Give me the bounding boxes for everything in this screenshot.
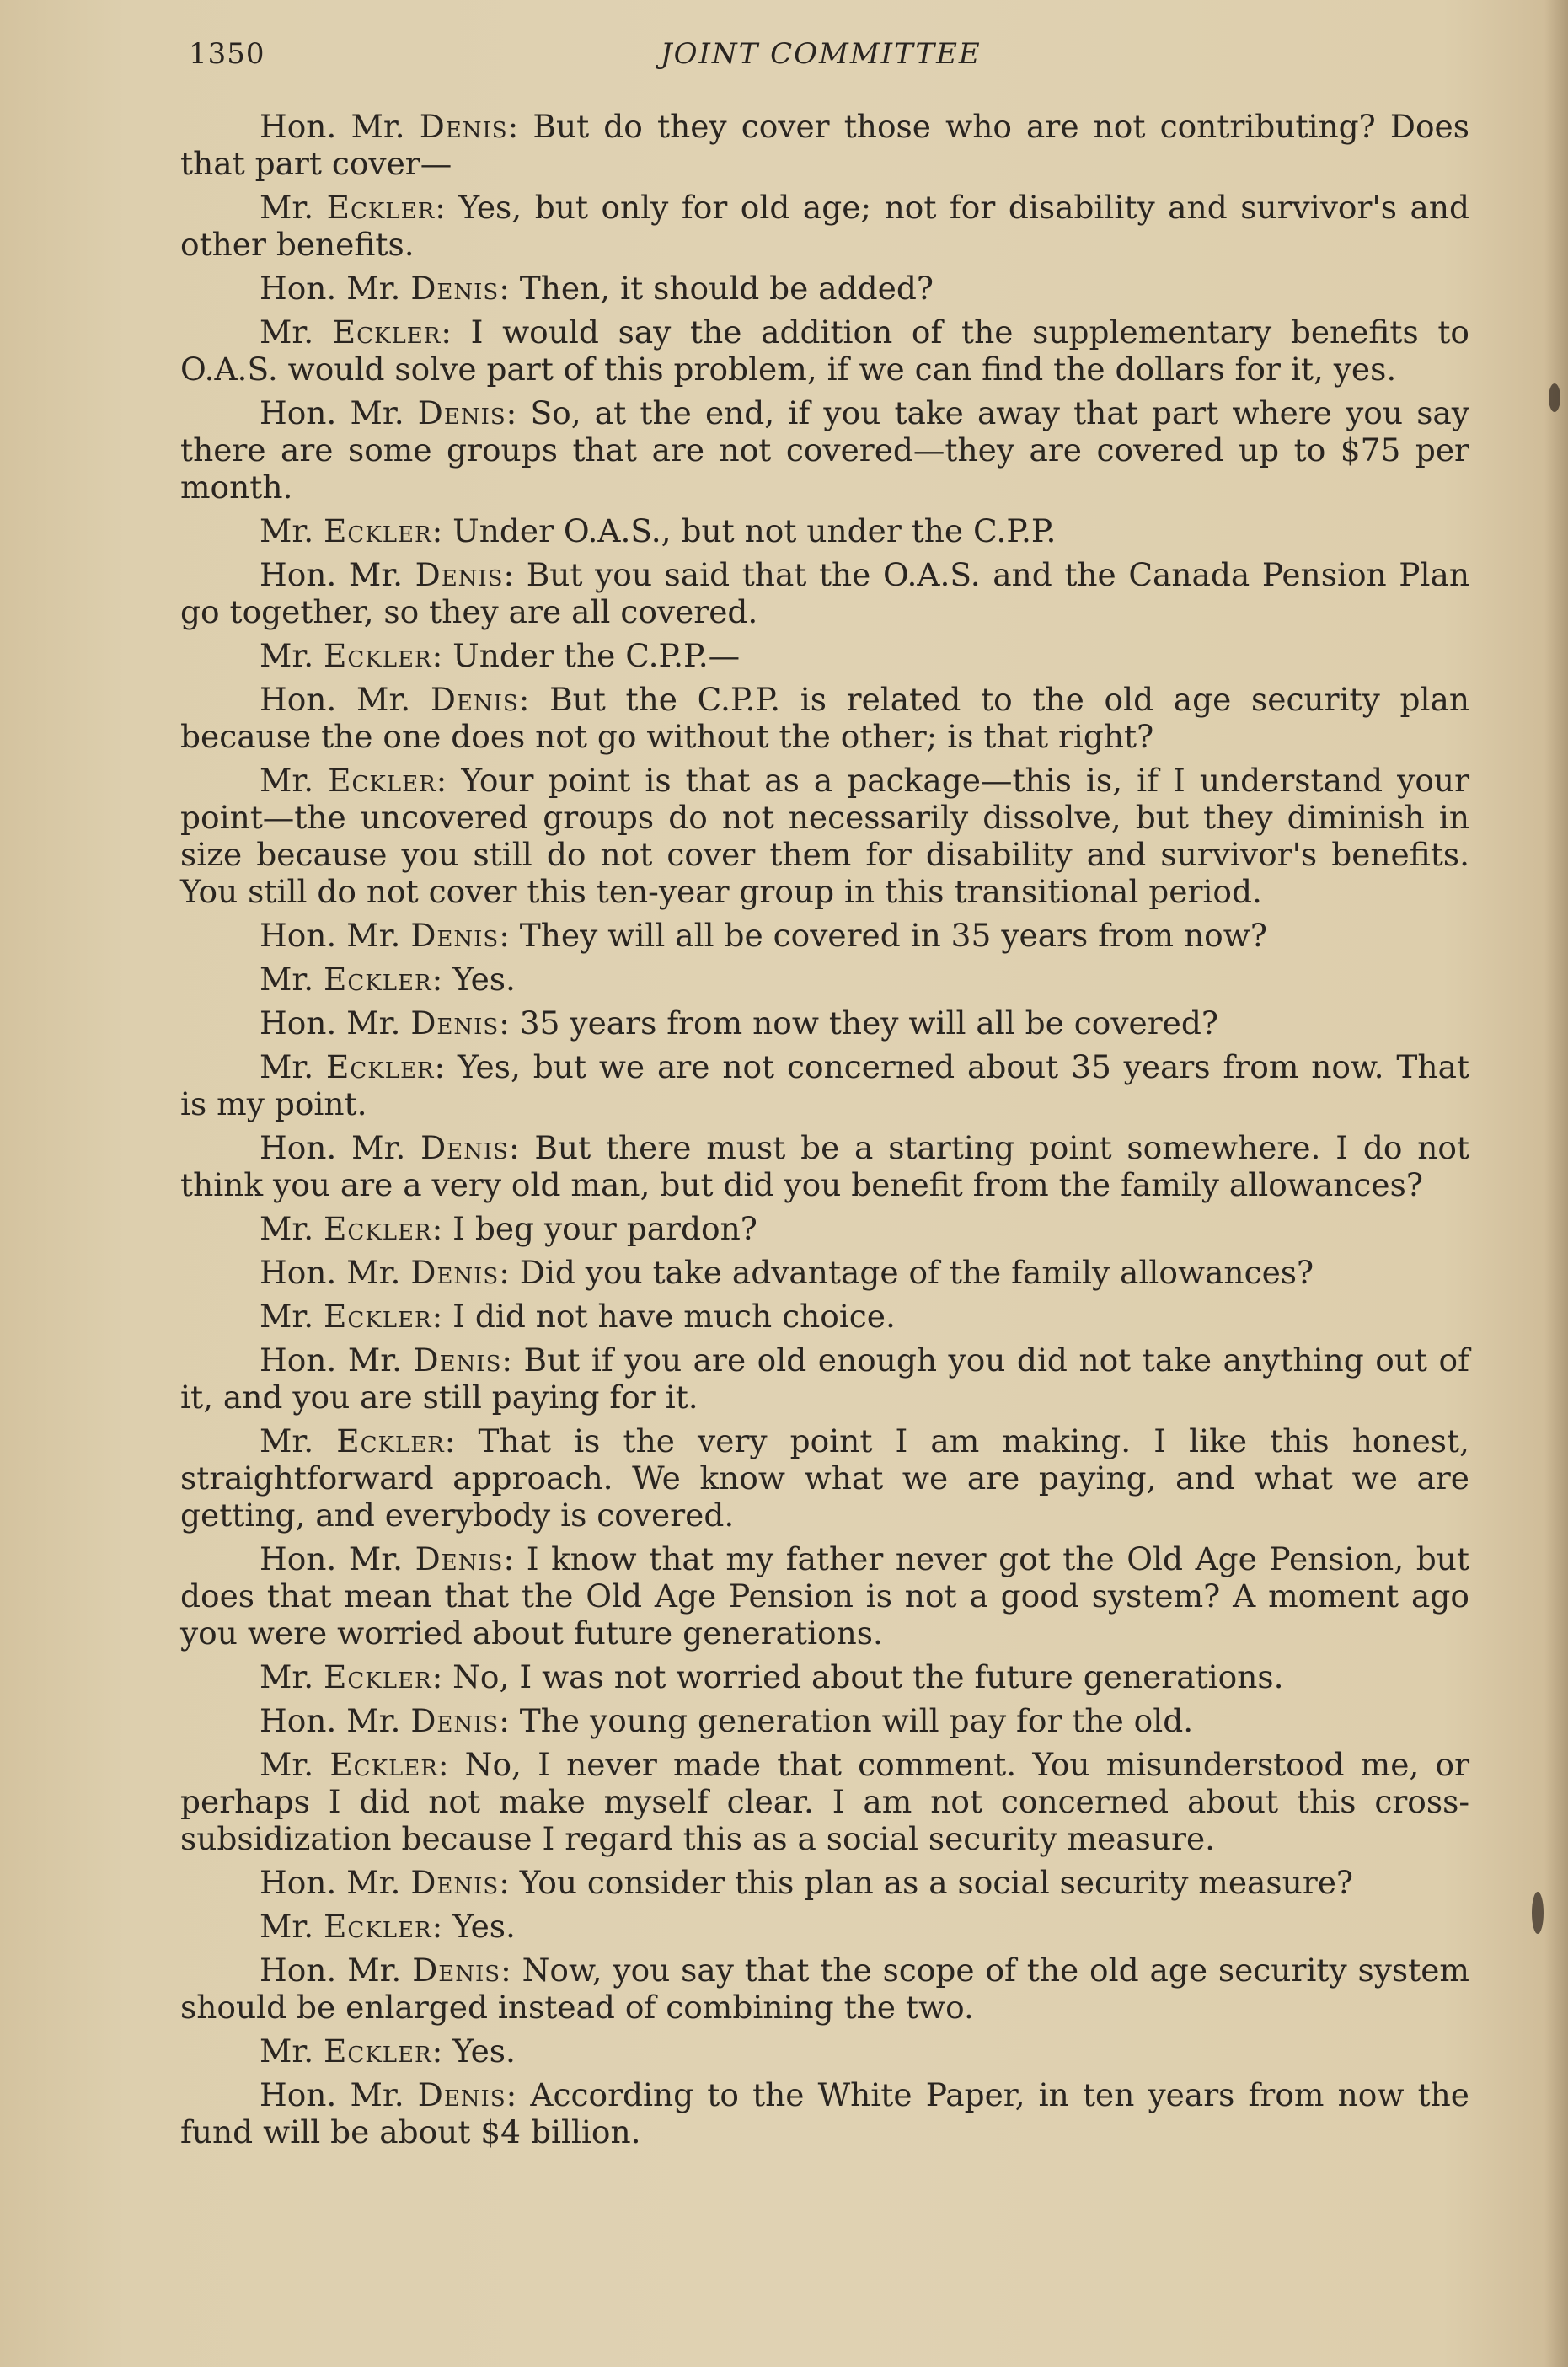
speaker-name: Denis (413, 1341, 502, 1379)
dialogue-paragraph (180, 1048, 1469, 1122)
dialogue-paragraph (180, 1908, 1469, 1945)
speech-text: : Yes, but we are not concerned about 35 years from now. That is my point. (180, 1048, 1470, 1122)
speaker-title: Hon. Mr. (260, 1004, 411, 1042)
speech-text: : Yes. (431, 2032, 516, 2070)
speaker-title: Mr. (260, 1658, 324, 1695)
speech-text: : But you said that the O.A.S. and the Canada Pension Plan go together, so they are all covered. (180, 556, 1469, 630)
speech-text: : But there must be a starting point somewhere. I do not think you are a very old man, but did you benefit from the family allowances? (180, 1129, 1469, 1203)
dialogue-paragraph (180, 1658, 1469, 1695)
speech-text: : The young generation will pay for the old. (499, 1702, 1194, 1739)
speech-text: : No, I was not worried about the future generations. (431, 1658, 1284, 1695)
speech-text: : But do they cover those who are not contributing? Does that part cover— (180, 108, 1469, 182)
dialogue-paragraph (180, 1422, 1469, 1534)
dialogue-paragraph (180, 1341, 1469, 1416)
speaker-title: Hon. Mr. (260, 1341, 414, 1379)
transcript-body (180, 108, 1469, 2157)
speaker-name: Denis (410, 1864, 500, 1901)
speech-text: : I beg your pardon? (431, 1210, 757, 1247)
speaker-name: Denis (420, 1129, 509, 1166)
speech-text: : Under the C.P.P.— (431, 637, 741, 674)
dialogue-paragraph (180, 637, 1469, 674)
speaker-title: Mr. (260, 1298, 324, 1335)
speaker-title: Hon. Mr. (260, 1129, 421, 1166)
dialogue-paragraph (180, 512, 1469, 549)
speaker-title: Mr. (260, 1746, 330, 1783)
speaker-title: Mr. (260, 1422, 337, 1459)
speaker-title: Mr. (260, 2032, 324, 2070)
speaker-name: Eckler (332, 313, 442, 351)
speaker-name: Denis (419, 108, 508, 145)
speech-text: : They will all be covered in 35 years from now? (499, 917, 1267, 954)
speaker-name: Denis (410, 1004, 500, 1042)
speech-text: : But the C.P.P. is related to the old age security plan because the one does not go without the other; is that right? (180, 681, 1469, 755)
speech-text: : Did you take advantage of the family allowances? (499, 1254, 1314, 1291)
page-number: 1350 (189, 37, 265, 71)
speaker-name: Denis (410, 1702, 500, 1739)
speaker-title: Mr. (260, 512, 324, 549)
dialogue-paragraph (180, 2076, 1469, 2150)
binding-mark (1549, 383, 1560, 412)
speech-text: : I did not have much choice. (431, 1298, 896, 1335)
speech-text: : Yes, but only for old age; not for disability and survivor's and other benefits. (180, 189, 1469, 263)
speaker-name: Denis (412, 1952, 501, 1989)
speaker-name: Eckler (324, 637, 432, 674)
dialogue-paragraph (180, 917, 1469, 954)
speaker-title: Hon. Mr. (260, 1702, 411, 1739)
binding-mark (1532, 1892, 1544, 1934)
dialogue-paragraph (180, 1129, 1469, 1203)
speech-text: : But if you are old enough you did not take anything out of it, and you are still paying for it. (180, 1341, 1469, 1416)
speaker-title: Hon. Mr. (260, 556, 415, 593)
speech-text: : So, at the end, if you take away that part where you say there are some groups that are not covered—they are covered up to $75 per month. (180, 394, 1469, 506)
dialogue-paragraph (180, 681, 1469, 755)
speaker-name: Eckler (326, 1048, 435, 1085)
speaker-name: Denis (410, 917, 500, 954)
page-edge-shadow (1544, 0, 1568, 2367)
dialogue-paragraph (180, 1004, 1469, 1042)
speaker-name: Eckler (324, 1210, 432, 1247)
dialogue-paragraph (180, 394, 1469, 506)
dialogue-paragraph (180, 189, 1469, 263)
speech-text: : Yes. (431, 961, 516, 998)
dialogue-paragraph (180, 1298, 1469, 1335)
dialogue-paragraph (180, 1952, 1469, 2026)
speech-text: : I would say the addition of the supplementary benefits to O.A.S. would solve part of this problem, if we can find the dollars for it, yes. (180, 313, 1470, 388)
dialogue-paragraph (180, 961, 1469, 998)
dialogue-paragraph (180, 108, 1469, 182)
speech-text: : That is the very point I am making. I like this honest, straightforward approach. We know what we are paying, and what we are getting, and everybody is covered. (180, 1422, 1470, 1534)
dialogue-paragraph (180, 1210, 1469, 1247)
dialogue-paragraph (180, 2032, 1469, 2070)
speaker-name: Eckler (324, 512, 432, 549)
speaker-title: Hon. Mr. (260, 1540, 415, 1577)
speaker-name: Eckler (329, 1746, 438, 1783)
speaker-name: Denis (410, 1254, 500, 1291)
speech-text: : I know that my father never got the Old Age Pension, but does that mean that the Old Age Pension is not a good system? A moment ago you were worried about future generations. (180, 1540, 1469, 1652)
dialogue-paragraph (180, 1254, 1469, 1291)
speaker-name: Eckler (328, 762, 436, 799)
speech-text: : Your point is that as a package—this is, if I understand your point—the uncovered groups do not necessarily dissolve, but they diminish in size because you still do not cover them for disability and survivor's benefits. You still do not cover this ten-year group in this transitional period. (180, 762, 1469, 910)
speaker-title: Hon. Mr. (260, 270, 411, 307)
speech-text: : Now, you say that the scope of the old age security system should be enlarged instead of combining the two. (180, 1952, 1469, 2026)
speaker-title: Hon. Mr. (260, 1952, 413, 1989)
speaker-name: Eckler (324, 2032, 432, 2070)
speaker-name: Eckler (336, 1422, 445, 1459)
dialogue-paragraph (180, 313, 1469, 388)
speaker-title: Mr. (260, 961, 324, 998)
dialogue-paragraph (180, 1864, 1469, 1901)
speaker-title: Hon. Mr. (260, 108, 420, 145)
dialogue-paragraph (180, 270, 1469, 307)
speaker-name: Eckler (326, 189, 436, 226)
speaker-title: Hon. Mr. (260, 394, 418, 431)
speaker-title: Hon. Mr. (260, 1864, 411, 1901)
speaker-title: Mr. (260, 1210, 324, 1247)
speech-text: : Under O.A.S., but not under the C.P.P. (431, 512, 1057, 549)
dialogue-paragraph (180, 1702, 1469, 1739)
speaker-name: Denis (415, 556, 504, 593)
speech-text: : According to the White Paper, in ten years from now the fund will be about $4 billion. (180, 2076, 1469, 2150)
dialogue-paragraph (180, 1746, 1469, 1857)
speaker-title: Mr. (260, 1908, 324, 1945)
speaker-name: Eckler (324, 1298, 432, 1335)
speech-text: : Yes. (431, 1908, 516, 1945)
speaker-name: Eckler (324, 961, 432, 998)
speech-text: : No, I never made that comment. You misunderstood me, or perhaps I did not make myself clear. I am not concerned about this cross-subsidization because I regard this as a social security measure. (180, 1746, 1469, 1857)
speech-text: : Then, it should be added? (499, 270, 934, 307)
running-head: JOINT COMMITTEE (661, 37, 982, 71)
speaker-title: Mr. (260, 762, 329, 799)
speaker-title: Hon. Mr. (260, 2076, 418, 2113)
speaker-name: Eckler (324, 1658, 432, 1695)
dialogue-paragraph (180, 762, 1469, 910)
speaker-title: Mr. (260, 313, 333, 351)
speaker-title: Hon. Mr. (260, 681, 431, 718)
speech-text: : 35 years from now they will all be covered? (499, 1004, 1218, 1042)
dialogue-paragraph (180, 1540, 1469, 1652)
speaker-title: Mr. (260, 1048, 326, 1085)
speaker-name: Denis (415, 1540, 504, 1577)
speaker-name: Denis (410, 270, 500, 307)
speaker-title: Hon. Mr. (260, 917, 411, 954)
speaker-name: Denis (417, 394, 506, 431)
dialogue-paragraph (180, 556, 1469, 630)
speaker-name: Denis (430, 681, 519, 718)
speaker-title: Mr. (260, 189, 327, 226)
page-header (189, 37, 1453, 79)
speaker-title: Mr. (260, 637, 324, 674)
speaker-title: Hon. Mr. (260, 1254, 411, 1291)
speaker-name: Denis (417, 2076, 506, 2113)
speech-text: : You consider this plan as a social security measure? (499, 1864, 1354, 1901)
speaker-name: Eckler (324, 1908, 432, 1945)
